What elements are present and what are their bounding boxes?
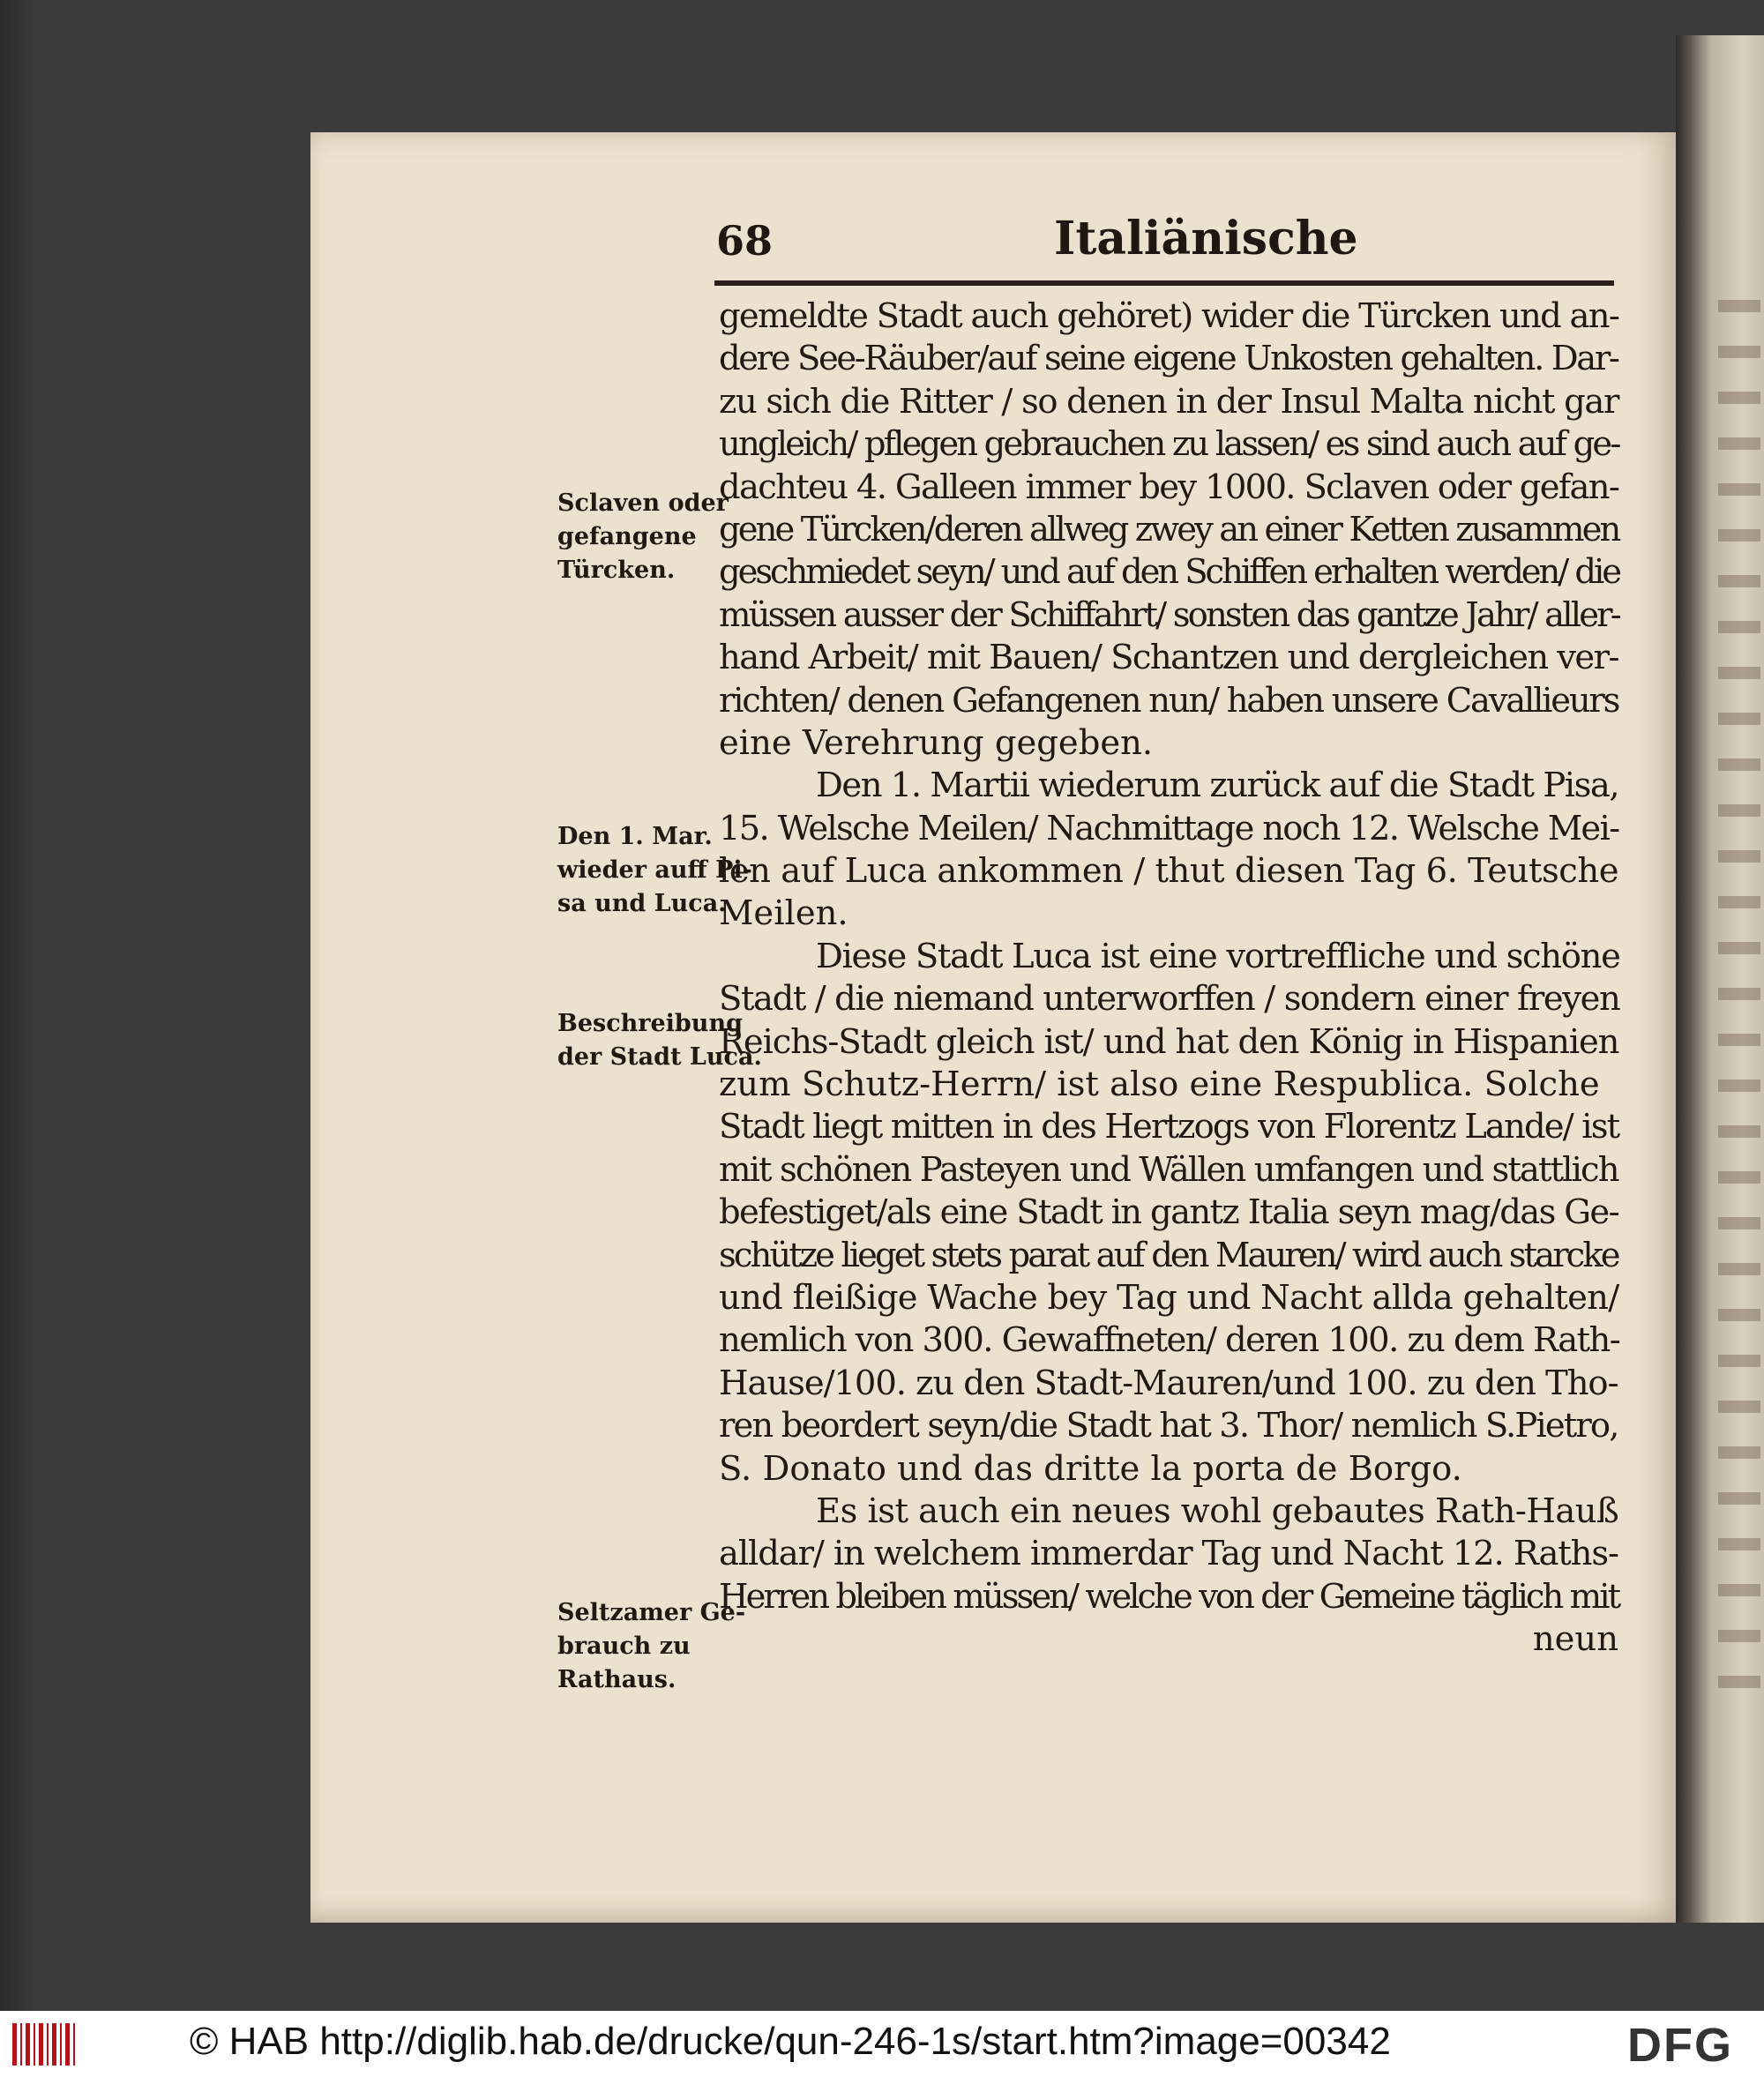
catchword: neun <box>1532 1619 1618 1660</box>
text-line: 15. Welsche Meilen/ Nachmittage noch 12. Welsche Mei- <box>719 808 1619 848</box>
margin-note-line: Rathaus. <box>557 1666 676 1693</box>
running-title: Italiänische <box>1054 212 1358 265</box>
margin-note-line: Den 1. Mar. <box>557 823 713 850</box>
footer-bar <box>0 2011 1764 2077</box>
text-line: schütze lieget stets parat auf den Mauren/ wird auch starcke <box>719 1235 1618 1275</box>
text-line: gemeldte Stadt auch gehöret) wider die Türcken und an- <box>719 296 1619 336</box>
margin-note-line: Sclaven oder <box>557 489 729 517</box>
text-line: müssen ausser der Schiffahrt/ sonsten das gantze Jahr/ aller- <box>719 594 1619 635</box>
text-line: Stadt / die niemand unterworffen / sondern einer freyen <box>719 979 1620 1020</box>
text-line: befestiget/als eine Stadt in gantz Italia seyn mag/das Ge- <box>719 1192 1618 1233</box>
text-line: hand Arbeit/ mit Bauen/ Schantzen und dergleichen ver- <box>719 638 1618 678</box>
adjacent-page-bleed <box>1718 300 1760 1711</box>
dfg-logo: DFG <box>1627 2019 1733 2072</box>
text-line: S. Donato und das dritte la porta de Borgo. <box>719 1448 1462 1489</box>
adjacent-page-edge <box>1676 35 1764 1923</box>
text-line: nemlich von 300. Gewaffneten/ deren 100. zu dem Rath- <box>719 1320 1620 1361</box>
text-line: dachteu 4. Galleen immer bey 1000. Sclaven oder gefan- <box>719 467 1619 507</box>
text-line: richten/ denen Gefangenen nun/ haben unsere Cavallieurs <box>719 680 1619 721</box>
text-line: mit schönen Pasteyen und Wällen umfangen und stattlich <box>719 1149 1618 1190</box>
margin-note-line: gefangene <box>557 523 697 550</box>
page-number: 68 <box>716 217 774 265</box>
margin-note-sclaven <box>557 487 729 587</box>
text-line: alldar/ in welchem immerdar Tag und Nacht 12. Raths- <box>719 1534 1618 1574</box>
text-line: dere See-Räuber/auf seine eigene Unkosten gehalten. Dar- <box>719 339 1618 379</box>
text-line: Diese Stadt Luca ist eine vortreffliche und schöne <box>816 936 1620 976</box>
text-line: geschmiedet seyn/ und auf den Schiffen erhalten werden/ die <box>719 552 1619 593</box>
text-line: Reichs-Stadt gleich ist/ und hat den König in Hispanien <box>719 1021 1619 1062</box>
margin-note-line: Beschreibung <box>557 1010 743 1037</box>
margin-note-line: wieder auff Pi- <box>557 856 752 884</box>
text-line: Meilen. <box>719 893 848 934</box>
margin-note-line: brauch zu <box>557 1632 691 1660</box>
margin-note-beschreibung <box>557 1007 762 1074</box>
text-line: ungleich/ pflegen gebrauchen zu lassen/ es sind auch auf ge- <box>719 424 1619 465</box>
text-line: zu sich die Ritter / so denen in der Insul Malta nicht gar <box>719 381 1619 422</box>
text-line: len auf Luca ankommen / thut diesen Tag 6. Teutsche <box>719 851 1619 892</box>
margin-note-pisa-luca <box>557 820 752 921</box>
text-line: eine Verehrung gegeben. <box>719 722 1154 763</box>
text-line: zum Schutz-Herrn/ ist also eine Respublica. Solche <box>719 1065 1600 1105</box>
text-line: Den 1. Martii wiederum zurück auf die Stadt Pisa, <box>816 766 1619 806</box>
margin-note-line: Seltzamer Ge- <box>557 1599 746 1626</box>
text-line: Hause/100. zu den Stadt-Mauren/und 100. zu den Tho- <box>719 1363 1618 1403</box>
margin-note-line: der Stadt Luca. <box>557 1043 762 1071</box>
header-rule <box>714 280 1614 286</box>
hab-barcode-logo-icon <box>12 2023 76 2066</box>
body-text <box>719 295 1618 1662</box>
text-line: und fleißige Wache bey Tag und Nacht allda gehalten/ <box>719 1277 1619 1318</box>
page-header <box>706 210 1614 263</box>
text-line: gene Türcken/deren allweg zwey an einer Ketten zusammen <box>719 509 1619 549</box>
margin-note-line: Türcken. <box>557 557 676 584</box>
text-line: Stadt liegt mitten in des Hertzogs von Florentz Lande/ ist <box>719 1107 1619 1147</box>
text-line: ren beordert seyn/die Stadt hat 3. Thor/ nemlich S.Pietro, <box>719 1406 1618 1446</box>
text-line: Es ist auch ein neues wohl gebautes Rath-Hauß <box>816 1491 1619 1531</box>
scan-left-edge <box>0 0 37 2011</box>
text-line: Herren bleiben müssen/ welche von der Gemeine täglich mit <box>719 1576 1619 1617</box>
copyright-url: © HAB http://diglib.hab.de/drucke/qun-246-1s/start.htm?image=00342 <box>190 2020 1391 2063</box>
margin-note-line: sa und Luca. <box>557 890 727 917</box>
margin-note-seltzamer <box>557 1596 746 1697</box>
